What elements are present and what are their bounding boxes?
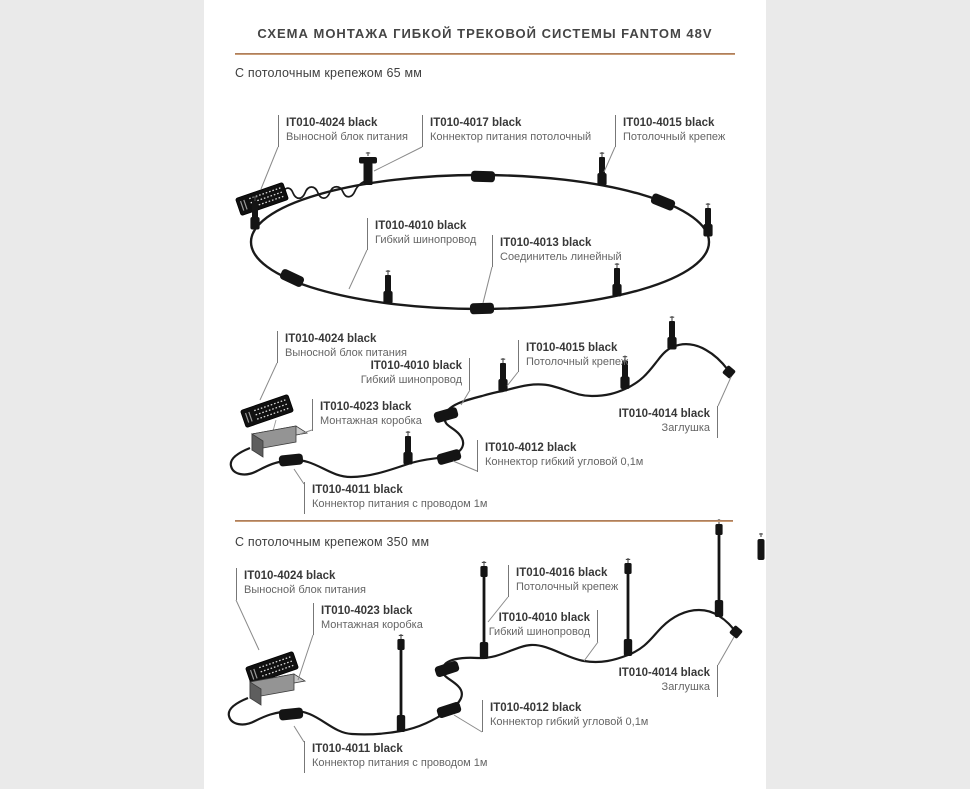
part-number: IT010-4016 black	[516, 567, 608, 579]
part-description: Потолочный крепеж	[516, 581, 619, 593]
section-heading-350mm: С потолочным крепежом 350 мм	[235, 535, 430, 549]
label-power-feed-connector	[304, 482, 487, 514]
end-cap-icon	[722, 365, 736, 379]
part-description: Потолочный крепеж	[623, 131, 726, 143]
ceiling-power-connector-icon	[359, 152, 377, 185]
label-flexible-track	[367, 218, 476, 250]
part-description: Соединитель линейный	[500, 251, 622, 263]
part-description: Коннектор питания потолочный	[430, 131, 592, 143]
part-number: IT010-4013 black	[500, 237, 592, 249]
part-number: IT010-4015 black	[623, 117, 715, 129]
power-feed-connector-icon	[278, 453, 303, 466]
part-description: Выносной блок питания	[244, 584, 366, 596]
part-number: IT010-4015 black	[526, 342, 618, 354]
label-flexible-track	[361, 358, 470, 390]
label-mounting-box	[313, 603, 423, 635]
part-description: Выносной блок питания	[286, 131, 408, 143]
part-number: IT010-4024 black	[286, 117, 378, 129]
linear-connector-icon	[650, 192, 676, 211]
label-flexible-track	[489, 610, 598, 642]
label-ceiling-mount	[518, 340, 628, 372]
divider-line-middle	[235, 520, 733, 522]
part-number: IT010-4012 black	[490, 702, 582, 714]
power-feed-connector-icon	[278, 707, 303, 720]
part-description: Монтажная коробка	[321, 619, 423, 631]
page-title: СХЕМА МОНТАЖА ГИБКОЙ ТРЕКОВОЙ СИСТЕМЫ FANTOM 48V	[257, 26, 713, 41]
ceiling-mount-spare-icon	[758, 533, 765, 560]
section-heading-65mm: С потолочным крепежом 65 мм	[235, 66, 423, 80]
part-description: Коннектор гибкий угловой 0,1м	[485, 456, 644, 468]
part-description: Заглушка	[661, 422, 710, 434]
power-supply-icon	[240, 394, 293, 427]
label-power-feed-connector	[304, 741, 487, 773]
ceiling-mount-350-icon	[624, 558, 632, 656]
part-number: IT010-4011 black	[312, 484, 403, 496]
label-linear-connector	[492, 235, 622, 267]
part-number: IT010-4010 black	[375, 220, 467, 232]
label-power-supply	[236, 568, 366, 600]
power-cord-wavy	[280, 181, 366, 198]
label-power-supply	[278, 115, 408, 147]
part-description: Монтажная коробка	[320, 415, 422, 427]
part-description: Потолочный крепеж	[526, 356, 629, 368]
linear-connector-icon	[471, 171, 495, 183]
linear-connector-icon	[470, 303, 494, 315]
ceiling-mount-icon	[498, 358, 507, 392]
ceiling-mount-350-icon	[397, 634, 405, 732]
part-number: IT010-4010 black	[498, 612, 590, 624]
part-description: Заглушка	[661, 681, 710, 693]
label-mounting-box	[312, 399, 422, 431]
part-description: Гибкий шинопровод	[488, 626, 590, 638]
part-description: Коннектор питания с проводом 1м	[312, 757, 488, 769]
label-ceiling-mount	[615, 115, 725, 147]
ceiling-mount-icon	[612, 263, 621, 297]
ceiling-mount-icon	[403, 431, 412, 465]
part-number: IT010-4017 black	[430, 117, 522, 129]
linear-connector-icon	[279, 268, 305, 288]
part-description: Гибкий шинопровод	[375, 234, 477, 246]
part-number: IT010-4012 black	[485, 442, 577, 454]
label-ceiling-power-connector	[422, 115, 591, 147]
label-corner-connector	[477, 440, 643, 472]
part-description: Коннектор питания с проводом 1м	[312, 498, 488, 510]
divider-line-top	[235, 53, 735, 55]
mounting-box-icon	[252, 426, 307, 457]
part-number: IT010-4010 black	[370, 360, 462, 372]
label-end-cap	[619, 406, 718, 438]
part-description: Коннектор гибкий угловой 0,1м	[490, 716, 649, 728]
part-number: IT010-4023 black	[321, 605, 413, 617]
ceiling-mount-350-icon	[480, 561, 488, 659]
part-number: IT010-4024 black	[244, 570, 336, 582]
part-number: IT010-4011 black	[312, 743, 403, 755]
label-corner-connector	[482, 700, 648, 732]
part-number: IT010-4024 black	[285, 333, 377, 345]
ceiling-mount-icon	[667, 316, 676, 350]
part-description: Выносной блок питания	[285, 347, 407, 359]
corner-connector-icon	[436, 701, 462, 719]
ceiling-mount-icon	[703, 203, 712, 237]
part-description: Гибкий шинопровод	[360, 374, 462, 386]
part-number: IT010-4014 black	[618, 667, 710, 679]
ceiling-mount-350-icon	[715, 519, 723, 617]
part-number: IT010-4023 black	[320, 401, 412, 413]
part-number: IT010-4014 black	[618, 408, 710, 420]
label-end-cap	[619, 665, 718, 697]
ceiling-mount-icon	[383, 270, 392, 304]
label-ceiling-mount	[508, 565, 618, 597]
